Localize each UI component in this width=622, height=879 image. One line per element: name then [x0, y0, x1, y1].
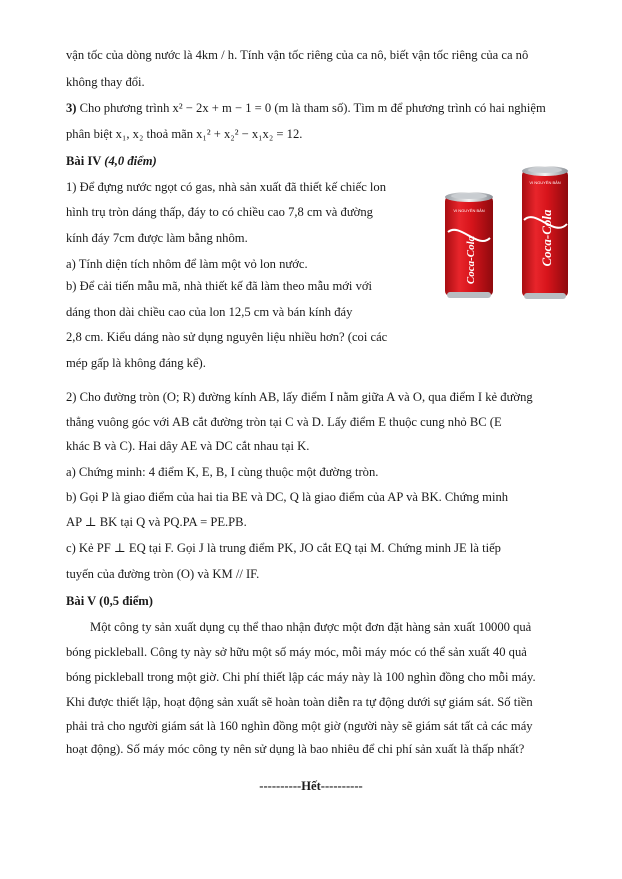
text-line: b) Gọi P là giao điểm của hai tia BE và DC, Q là giao điểm của AP và BK. Chứng minh: [66, 490, 509, 504]
text-line: Khi được thiết lập, hoạt động sản xuất sẽ hoàn toàn diễn ra tự động dưới sự giám sát. Số tiền: [66, 695, 533, 709]
text-line: phân biệt x₁, x₂ thoả mãn x₁² + x₂² − x₁x₂ = 12.: [66, 127, 303, 141]
text-line: Một công ty sản xuất dụng cụ thể thao nhận được một đơn đặt hàng sản xuất 10000 quả: [90, 620, 532, 634]
item-number: 3): [66, 101, 77, 115]
text-line: mép gấp là không đáng kể).: [66, 356, 206, 370]
text-line: dáng thon dài chiều cao của lon 12,5 cm và bán kính đáy: [66, 305, 353, 319]
end-marker: ----------Hết----------: [259, 779, 363, 793]
text-line: a) Chứng minh: 4 điểm K, E, B, I cùng thuộc một đường tròn.: [66, 465, 379, 479]
section-title: Bài IV: [66, 154, 102, 168]
tall-can: [522, 166, 568, 299]
text-line: không thay đổi.: [66, 75, 145, 89]
text-line: b) Để cải tiến mẫu mã, nhà thiết kế đã làm theo mẫu mới với: [66, 279, 373, 293]
section-points: (4,0 điểm): [104, 154, 157, 168]
text-line: vận tốc của dòng nước là 4km / h. Tính vận tốc riêng của ca nô, biết vận tốc riêng của ca nô: [66, 48, 529, 62]
coca-cola-cans-image: [440, 160, 582, 305]
text-line: kính đáy 7cm được làm bằng nhôm.: [66, 231, 248, 245]
text-line: c) Kẻ PF ⊥ EQ tại F. Gọi J là trung điểm PK, JO cắt EQ tại M. Chứng minh JE là tiếp: [66, 541, 501, 555]
text-line: 1) Để đựng nước ngọt có gas, nhà sản xuất đã thiết kế chiếc lon: [66, 180, 387, 194]
section-heading-5: Bài V (0,5 điểm): [66, 594, 153, 608]
text-line: bóng pickleball trong một giờ. Chi phí thiết lập các máy này là 100 nghìn đồng cho mỗi máy.: [66, 670, 536, 684]
short-can: [445, 192, 493, 298]
text-line: thẳng vuông góc với AB cắt đường tròn tại C và D. Lấy điểm E thuộc cung nhỏ BC (E: [66, 415, 502, 429]
text-line: hoạt động). Số máy móc công ty nên sử dụng là bao nhiêu để chi phí sản xuất là thấp nhất?: [66, 742, 525, 756]
question-3: [66, 100, 546, 116]
text-line: 2,8 cm. Kiểu dáng nào sử dụng nguyên liệu nhiều hơn? (coi các: [66, 330, 388, 344]
text-line: AP ⊥ BK tại Q và PQ.PA = PE.PB.: [66, 515, 247, 529]
can-brand-logo: Coca-Cola: [465, 235, 477, 285]
can-brand-logo: Coca-Cola: [539, 209, 554, 267]
text-line: 2) Cho đường tròn (O; R) đường kính AB, lấy điểm I nằm giữa A và O, qua điểm I kẻ đường: [66, 390, 533, 404]
section-heading-4: [66, 153, 157, 169]
can-top-text: VI NGUYÊN BẢN: [529, 180, 561, 185]
text-line: a) Tính diện tích nhôm để làm một vỏ lon nước.: [66, 257, 308, 271]
can-top-text: VI NGUYÊN BẢN: [453, 208, 485, 213]
text-line: khác B và C). Hai dây AE và DC cắt nhau tại K.: [66, 439, 310, 453]
text-line: bóng pickleball. Công ty này sở hữu một số máy móc, mỗi máy móc có thể sản xuất 40 quả: [66, 645, 527, 659]
text-line: phải trả cho người giám sát là 160 nghìn đồng một giờ (người này sẽ giám sát tất cả các máy: [66, 719, 533, 733]
text-line: hình trụ tròn dáng thấp, đáy to có chiều cao 7,8 cm và đường: [66, 205, 373, 219]
text-line: Cho phương trình x² − 2x + m − 1 = 0 (m là tham số). Tìm m để phương trình có hai nghiệm: [79, 101, 546, 115]
text-line: tuyến của đường tròn (O) và KM // IF.: [66, 567, 260, 581]
